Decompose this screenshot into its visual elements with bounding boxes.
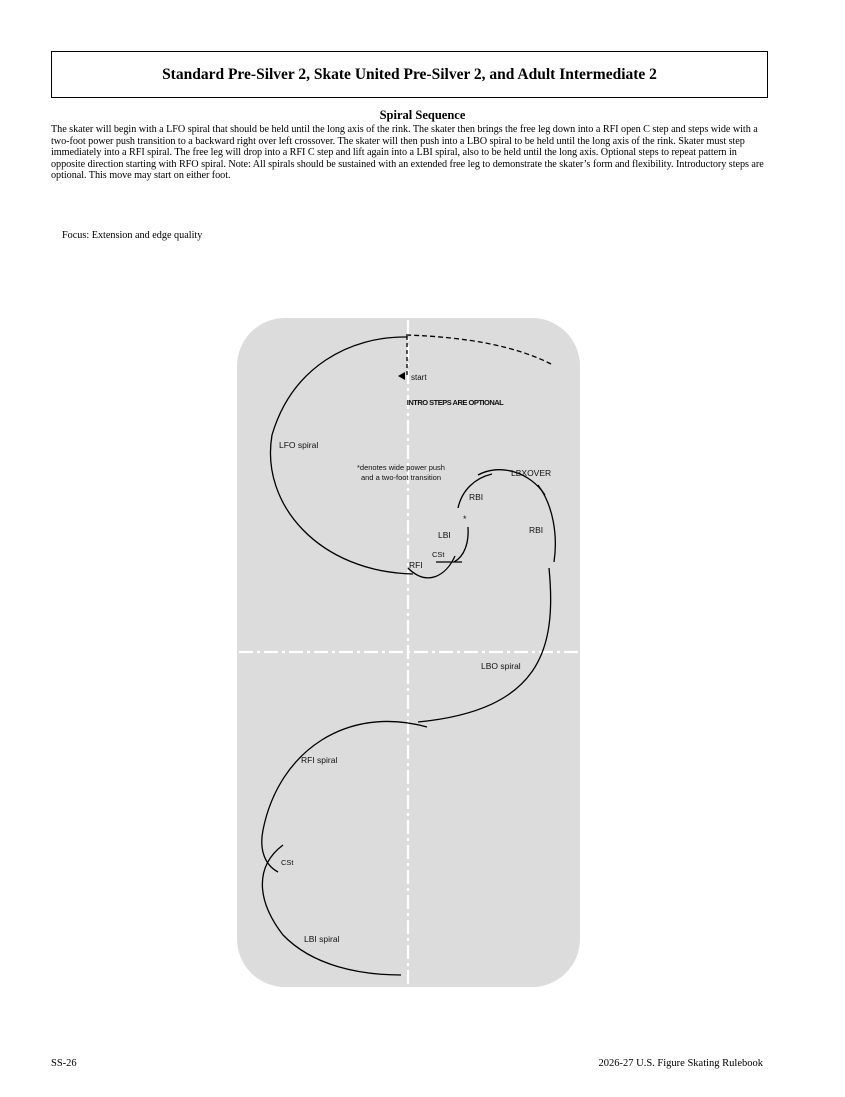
lfo-spiral-label: LFO spiral	[279, 440, 319, 450]
footer-page-code: SS-26	[51, 1058, 77, 1069]
cst-label-1: CSt	[432, 550, 445, 559]
asterisk-label: *	[463, 514, 467, 524]
page-title: Standard Pre-Silver 2, Skate United Pre-Silver 2, and Adult Intermediate 2	[162, 65, 657, 83]
rfi-spiral-label: RFI spiral	[301, 755, 338, 765]
note-label-line1: *denotes wide power push	[357, 463, 445, 472]
rbi-label-1: RBI	[469, 492, 484, 502]
lbo-spiral-label: LBO spiral	[481, 661, 521, 671]
focus-line: Focus: Extension and edge quality	[62, 230, 203, 241]
lbi-label: LBI	[438, 530, 451, 540]
lbxover-label: LBXOVER	[511, 468, 552, 478]
cst-label-2: CSt	[281, 858, 294, 867]
footer-rulebook: 2026-27 U.S. Figure Skating Rulebook	[598, 1058, 763, 1069]
description-paragraph: The skater will begin with a LFO spiral that should be held until the long axis of the rink. The skater then brings the free leg down into a RFI open C step and steps wide with a two-foot power push transition to a backward right over left crossover. The skater will then push into a LBO spiral to be held until the long axis of the rink. Skater must step immediately into a RFI spiral. The free leg will drop into a RFI C step and lift again into a LBI spiral, also to be held until the long axis. Optional steps to repeat pattern in opposite direction starting with RFO spiral. Note: All spirals should be sustained with an extended free leg to demonstrate the skater’s form and flexibility. Introductory steps are optional. This move may start on either foot.	[51, 124, 764, 182]
rfi-label: RFI	[409, 560, 423, 570]
rbi-label-2: RBI	[529, 525, 544, 535]
note-label-line2: and a two-foot transition	[360, 473, 442, 482]
start-label: start	[411, 373, 427, 382]
intro-steps-label: INTRO STEPS ARE OPTIONAL	[406, 398, 504, 407]
section-heading: Spiral Sequence	[379, 108, 466, 122]
lbi-spiral-label: LBI spiral	[304, 934, 340, 944]
